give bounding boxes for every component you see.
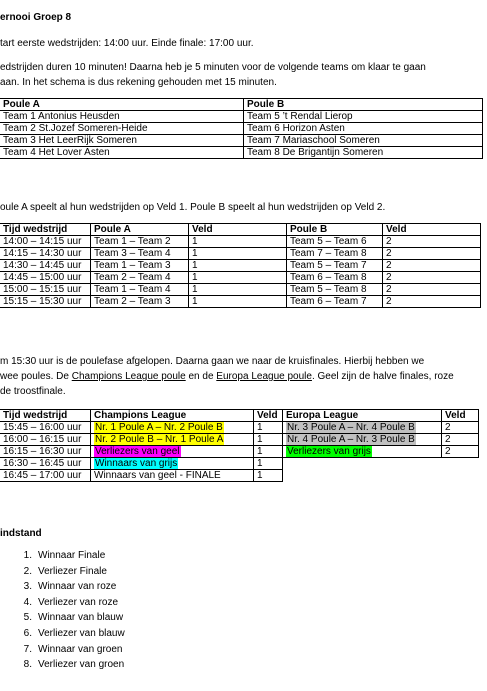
schedule-header-poule-b: Poule B — [287, 224, 383, 236]
poules-header-b: Poule B — [244, 99, 483, 111]
europa-league-link: Europa League poule — [216, 371, 312, 382]
schedule-veld-a: 1 — [189, 248, 287, 260]
finals-cl-match — [91, 446, 254, 458]
eindstand-list — [12, 548, 125, 673]
el-match-highlight: Verliezers van grijs — [287, 446, 371, 457]
finals-veld-el: 2 — [442, 422, 479, 434]
el-halve-finale-highlight: Nr. 4 Poule A – Nr. 3 Poule B — [287, 434, 415, 445]
list-text: Winnaar van blauw — [38, 612, 124, 624]
finals-time: 15:45 – 16:00 uur — [0, 422, 91, 434]
list-text: Winnaar van groen — [38, 643, 123, 655]
intro-start-time: tart eerste wedstrijden: 14:00 uur. Einde finale: 17:00 uur. — [0, 38, 254, 49]
halve-finale-highlight: Nr. 1 Poule A – Nr. 2 Poule B — [95, 422, 223, 433]
finals-veld-cl: 1 — [254, 422, 283, 434]
schedule-header-time: Tijd wedstrijd — [0, 224, 91, 236]
list-item — [12, 548, 125, 564]
finals-table — [0, 409, 479, 482]
schedule-table — [0, 223, 481, 308]
schedule-time: 15:00 – 15:15 uur — [0, 284, 91, 296]
list-text: Winnaar Finale — [38, 550, 106, 561]
finals-veld-el: 2 — [442, 446, 479, 458]
list-number: 5. — [23, 612, 32, 624]
finals-header-veld-cl: Veld — [254, 410, 283, 422]
page-title: ernooi Groep 8 — [0, 12, 72, 23]
list-number: 1. — [23, 550, 32, 561]
schedule-match-a: Team 1 – Team 3 — [91, 260, 189, 272]
schedule-veld-a: 1 — [189, 236, 287, 248]
finals-time: 16:00 – 16:15 uur — [0, 434, 91, 446]
schedule-match-a: Team 3 – Team 4 — [91, 248, 189, 260]
schedule-match-a: Team 1 – Team 2 — [91, 236, 189, 248]
schedule-match-b: Team 5 – Team 6 — [287, 236, 383, 248]
list-number: 6. — [23, 627, 32, 639]
list-item — [12, 595, 125, 611]
schedule-match-a: Team 1 – Team 4 — [91, 284, 189, 296]
list-item — [12, 564, 125, 580]
list-item — [12, 579, 125, 595]
schedule-match-b: Team 5 – Team 7 — [287, 260, 383, 272]
halve-finale-highlight: Nr. 2 Poule B – Nr. 1 Poule A — [95, 434, 224, 445]
kruis-text: wee poules. De — [0, 371, 72, 382]
finals-veld-cl: 1 — [254, 458, 283, 470]
finals-cl-match — [91, 458, 254, 470]
schedule-veld-a: 1 — [189, 272, 287, 284]
schedule-time: 14:30 – 14:45 uur — [0, 260, 91, 272]
kruis-text-line1: m 15:30 uur is de poulefase afgelopen. Daarna gaan we naar de kruisfinales. Hierbij hebben we — [0, 356, 425, 367]
finals-cl-match — [91, 422, 254, 434]
finals-cl-match: Winnaars van geel - FINALE — [91, 470, 254, 482]
finals-el-match — [283, 422, 442, 434]
schedule-time: 14:00 – 14:15 uur — [0, 236, 91, 248]
finals-time: 16:15 – 16:30 uur — [0, 446, 91, 458]
finals-veld-cl: 1 — [254, 434, 283, 446]
list-item — [12, 626, 125, 642]
finals-el-match — [283, 434, 442, 446]
list-text: Winnaar van roze — [38, 581, 117, 593]
list-number: 3. — [23, 581, 32, 593]
schedule-veld-b: 2 — [383, 284, 481, 296]
poule-a-team: Team 4 Het Lover Asten — [0, 147, 244, 159]
finals-header-time: Tijd wedstrijd — [0, 410, 91, 422]
list-number: 2. — [23, 565, 32, 577]
schedule-header-poule-a: Poule A — [91, 224, 189, 236]
schedule-time: 15:15 – 15:30 uur — [0, 296, 91, 308]
list-text: Verliezer van blauw — [38, 627, 125, 639]
finals-veld-cl: 1 — [254, 446, 283, 458]
schedule-match-a: Team 2 – Team 3 — [91, 296, 189, 308]
schedule-veld-a: 1 — [189, 260, 287, 272]
schedule-veld-b: 2 — [383, 296, 481, 308]
list-number: 8. — [23, 659, 32, 671]
veld-info: oule A speelt al hun wedstrijden op Veld 1. Poule B speelt al hun wedstrijden op Veld 2. — [0, 202, 386, 213]
schedule-veld-b: 2 — [383, 236, 481, 248]
schedule-veld-b: 2 — [383, 260, 481, 272]
finals-cl-match — [91, 434, 254, 446]
poules-header-a: Poule A — [0, 99, 244, 111]
poule-b-team: Team 7 Mariaschool Someren — [244, 135, 483, 147]
poule-a-team: Team 3 Het LeerRijk Someren — [0, 135, 244, 147]
champions-league-link: Champions League poule — [71, 371, 186, 382]
kruis-text-line2 — [0, 371, 454, 382]
list-text: Verliezer van groen — [38, 659, 125, 671]
poule-b-team: Team 5 ’t Rendal Lierop — [244, 111, 483, 123]
list-item — [12, 610, 125, 626]
poule-a-team: Team 2 St.Jozef Someren-Heide — [0, 123, 244, 135]
kruis-text: . Geel zijn de halve finales, roze — [311, 371, 454, 382]
poule-b-team: Team 8 De Brigantijn Someren — [244, 147, 483, 159]
schedule-match-b: Team 6 – Team 8 — [287, 272, 383, 284]
finals-veld-el: 2 — [442, 434, 479, 446]
schedule-veld-b: 2 — [383, 272, 481, 284]
finals-time: 16:30 – 16:45 uur — [0, 458, 91, 470]
poule-b-team: Team 6 Horizon Asten — [244, 123, 483, 135]
list-text: Verliezer Finale — [38, 565, 107, 577]
schedule-veld-b: 2 — [383, 248, 481, 260]
kruis-text: en de — [185, 371, 217, 382]
schedule-veld-a: 1 — [189, 296, 287, 308]
list-item — [12, 657, 125, 673]
list-number: 7. — [23, 643, 32, 655]
match-highlight: Winnaars van grijs — [95, 458, 178, 469]
list-item — [12, 642, 125, 658]
schedule-header-veld-b: Veld — [383, 224, 481, 236]
finals-header-el: Europa League — [283, 410, 442, 422]
list-number: 4. — [23, 596, 32, 608]
schedule-time: 14:45 – 15:00 uur — [0, 272, 91, 284]
schedule-match-b: Team 5 – Team 8 — [287, 284, 383, 296]
poule-a-team: Team 1 Antonius Heusden — [0, 111, 244, 123]
intro-duration-line1: edstrijden duren 10 minuten! Daarna heb je 5 minuten voor de volgende teams om klaar te gaan — [0, 62, 426, 73]
schedule-match-b: Team 6 – Team 7 — [287, 296, 383, 308]
troostfinale-highlight: Verliezers van geel — [95, 446, 180, 457]
schedule-time: 14:15 – 14:30 uur — [0, 248, 91, 260]
finals-header-cl: Champions League — [91, 410, 254, 422]
finals-veld-cl: 1 — [254, 470, 283, 482]
list-text: Verliezer van roze — [38, 596, 119, 608]
schedule-veld-a: 1 — [189, 284, 287, 296]
finals-el-match — [283, 446, 442, 458]
finals-time: 16:45 – 17:00 uur — [0, 470, 91, 482]
schedule-header-veld-a: Veld — [189, 224, 287, 236]
eindstand-title: indstand — [0, 528, 42, 539]
kruis-text-line3: de troostfinale. — [0, 386, 66, 397]
intro-duration-line2: aan. In het schema is dus rekening gehouden met 15 minuten. — [0, 77, 277, 88]
schedule-match-a: Team 2 – Team 4 — [91, 272, 189, 284]
el-halve-finale-highlight: Nr. 3 Poule A – Nr. 4 Poule B — [287, 422, 415, 433]
finals-header-veld-el: Veld — [442, 410, 479, 422]
schedule-match-b: Team 7 – Team 8 — [287, 248, 383, 260]
poules-table — [0, 98, 483, 159]
